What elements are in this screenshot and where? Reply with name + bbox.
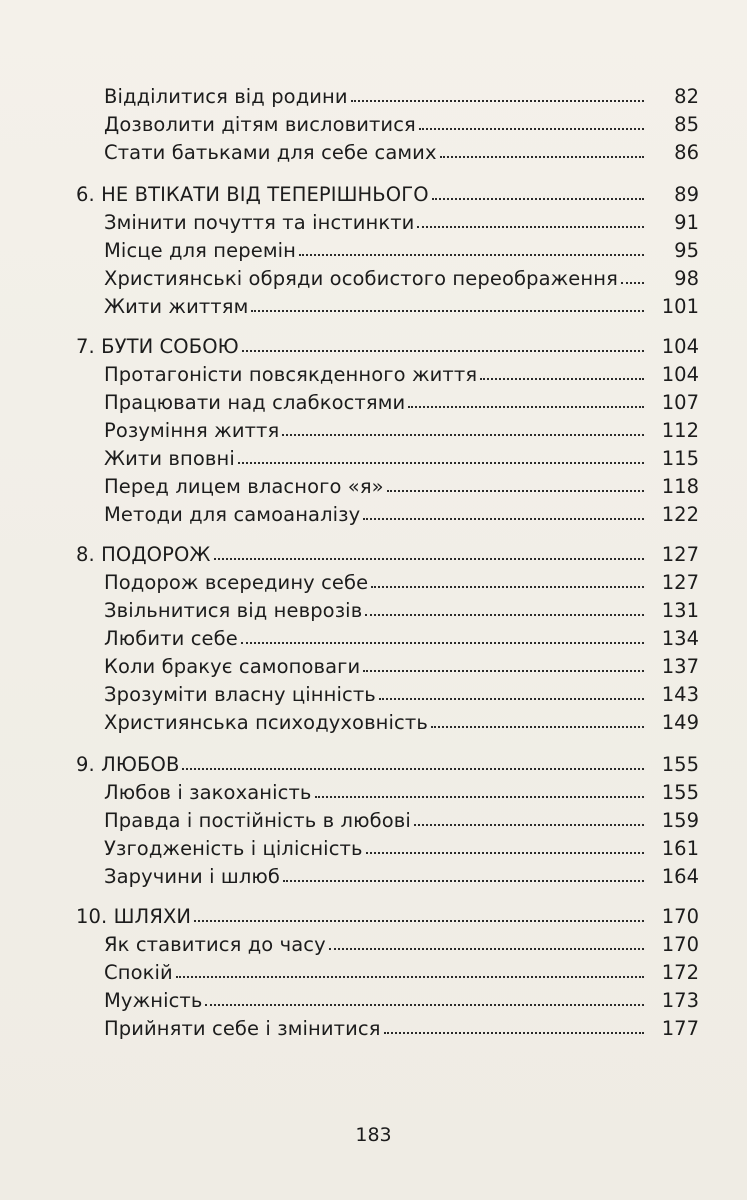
toc-entry — [0, 564, 747, 592]
toc-chapter — [0, 746, 747, 774]
toc-entry — [0, 468, 747, 496]
dot-leader — [251, 310, 644, 312]
toc-entry — [0, 78, 747, 106]
dot-leader — [387, 490, 644, 492]
dot-leader — [431, 726, 644, 728]
toc-label: Мужність — [104, 988, 203, 1012]
toc-label: Коли бракує самоповаги — [104, 654, 361, 678]
dot-leader — [176, 976, 644, 978]
toc-entry — [0, 204, 747, 232]
toc-page-number: 127 — [661, 542, 699, 566]
toc-label: Заручини і шлюб — [104, 864, 281, 888]
toc-entry — [0, 440, 747, 468]
toc-label: 8. ПОДОРОЖ — [76, 542, 211, 566]
dot-leader — [417, 226, 644, 228]
toc-label: Правда і постійність в любові — [104, 808, 411, 832]
toc-entry — [0, 858, 747, 886]
toc-page-number: 164 — [661, 864, 699, 888]
dot-leader — [408, 406, 644, 408]
toc-label: Методи для самоаналізу — [104, 502, 361, 526]
dot-leader — [182, 768, 644, 770]
toc-page-number: 137 — [661, 654, 699, 678]
toc-page-number: 122 — [661, 502, 699, 526]
toc-label: Дозволити дітям висловитися — [104, 112, 416, 136]
toc-entry — [0, 620, 747, 648]
toc-page-number: 155 — [661, 752, 699, 776]
toc-page-number: 149 — [661, 710, 699, 734]
toc-entry — [0, 982, 747, 1010]
toc-page-number: 177 — [661, 1016, 699, 1040]
toc-chapter — [0, 898, 747, 926]
toc-page-number: 104 — [661, 334, 699, 358]
toc-entry — [0, 592, 747, 620]
toc-entry — [0, 926, 747, 954]
toc-label: Жити життям — [104, 294, 249, 318]
toc-page-number: 170 — [661, 932, 699, 956]
toc-entry — [0, 704, 747, 732]
toc-label: 6. НЕ ВТІКАТИ ВІД ТЕПЕРІШНЬОГО — [76, 182, 429, 206]
toc-page-number: 173 — [661, 988, 699, 1012]
dot-leader — [371, 586, 644, 588]
dot-leader — [363, 670, 644, 672]
toc-page-number: 172 — [661, 960, 699, 984]
toc-entry — [0, 774, 747, 802]
dot-leader — [414, 824, 644, 826]
toc-page-number: 134 — [661, 626, 699, 650]
toc-page-number: 95 — [674, 238, 699, 262]
toc-entry — [0, 648, 747, 676]
toc-label: Християнські обряди особистого переображення — [104, 266, 618, 290]
dot-leader — [299, 254, 644, 256]
toc-page-number: 115 — [661, 446, 699, 470]
dot-leader — [282, 434, 644, 436]
toc-entry — [0, 496, 747, 524]
toc-label: Перед лицем власного «я» — [104, 474, 384, 498]
toc-entry — [0, 1010, 747, 1038]
dot-leader — [205, 1004, 644, 1006]
toc-entry — [0, 106, 747, 134]
dot-leader — [384, 1032, 644, 1034]
toc-label: Змінити почуття та інстинкти — [104, 210, 415, 234]
toc-label: 9. ЛЮБОВ — [76, 752, 180, 776]
toc-label: Подорож всередину себе — [104, 570, 369, 594]
dot-leader — [480, 378, 644, 380]
dot-leader — [242, 350, 644, 352]
toc-entry — [0, 954, 747, 982]
toc-entry — [0, 384, 747, 412]
toc-entry — [0, 412, 747, 440]
toc-page-number: 161 — [661, 836, 699, 860]
toc-label: Працювати над слабкостями — [104, 390, 406, 414]
toc-page-number: 159 — [661, 808, 699, 832]
toc-page-number: 104 — [661, 362, 699, 386]
toc-chapter — [0, 176, 747, 204]
toc-page-number: 155 — [661, 780, 699, 804]
toc-page-number: 89 — [674, 182, 699, 206]
toc-page-number: 85 — [674, 112, 699, 136]
dot-leader — [440, 156, 644, 158]
toc-entry — [0, 676, 747, 704]
toc-entry — [0, 288, 747, 316]
toc-page-number: 86 — [674, 140, 699, 164]
toc-page-number: 91 — [674, 210, 699, 234]
toc-entry — [0, 356, 747, 384]
toc-entry — [0, 802, 747, 830]
toc-label: Протагоністи повсякденного життя — [104, 362, 478, 386]
toc-label: 10. ШЛЯХИ — [76, 904, 192, 928]
toc-page-number: 112 — [661, 418, 699, 442]
dot-leader — [351, 100, 644, 102]
dot-leader — [329, 948, 644, 950]
page-number: 183 — [355, 1124, 392, 1146]
dot-leader — [214, 558, 644, 560]
toc-label: Місце для перемін — [104, 238, 297, 262]
toc-page-number: 98 — [674, 266, 699, 290]
toc-page-number: 118 — [661, 474, 699, 498]
toc-label: Любити себе — [104, 626, 238, 650]
dot-leader — [419, 128, 644, 130]
toc-label: Жити вповні — [104, 446, 235, 470]
toc-chapter — [0, 536, 747, 564]
dot-leader — [365, 614, 644, 616]
toc-page-number: 107 — [661, 390, 699, 414]
toc-page-number: 127 — [661, 570, 699, 594]
dot-leader — [194, 920, 644, 922]
dot-leader — [379, 698, 644, 700]
toc-label: Прийняти себе і змінитися — [104, 1016, 381, 1040]
toc-label: Спокій — [104, 960, 173, 984]
toc-label: Розуміння життя — [104, 418, 280, 442]
dot-leader — [432, 198, 644, 200]
toc-page-number: 170 — [661, 904, 699, 928]
dot-leader — [238, 462, 644, 464]
dot-leader — [363, 518, 644, 520]
toc-label: Стати батьками для себе самих — [104, 140, 437, 164]
toc-label: 7. БУТИ СОБОЮ — [76, 334, 239, 358]
toc-entry — [0, 232, 747, 260]
dot-leader — [366, 852, 644, 854]
toc-label: Християнська психодуховність — [104, 710, 428, 734]
toc-page-number: 143 — [661, 682, 699, 706]
toc-page-number: 82 — [674, 84, 699, 108]
toc-label: Як ставитися до часу — [104, 932, 326, 956]
toc-label: Відділитися від родини — [104, 84, 348, 108]
dot-leader — [241, 642, 644, 644]
toc-page-number: 101 — [661, 294, 699, 318]
toc-entry — [0, 134, 747, 162]
toc-label: Узгодженість і цілісність — [104, 836, 363, 860]
toc-page-number: 131 — [661, 598, 699, 622]
toc-entry — [0, 260, 747, 288]
dot-leader — [315, 796, 645, 798]
dot-leader — [283, 880, 644, 882]
toc-entry — [0, 830, 747, 858]
dot-leader — [621, 282, 644, 284]
toc-label: Любов і закоханість — [104, 780, 312, 804]
toc-chapter — [0, 328, 747, 356]
toc-label: Звільнитися від неврозів — [104, 598, 363, 622]
toc-label: Зрозуміти власну цінність — [104, 682, 376, 706]
